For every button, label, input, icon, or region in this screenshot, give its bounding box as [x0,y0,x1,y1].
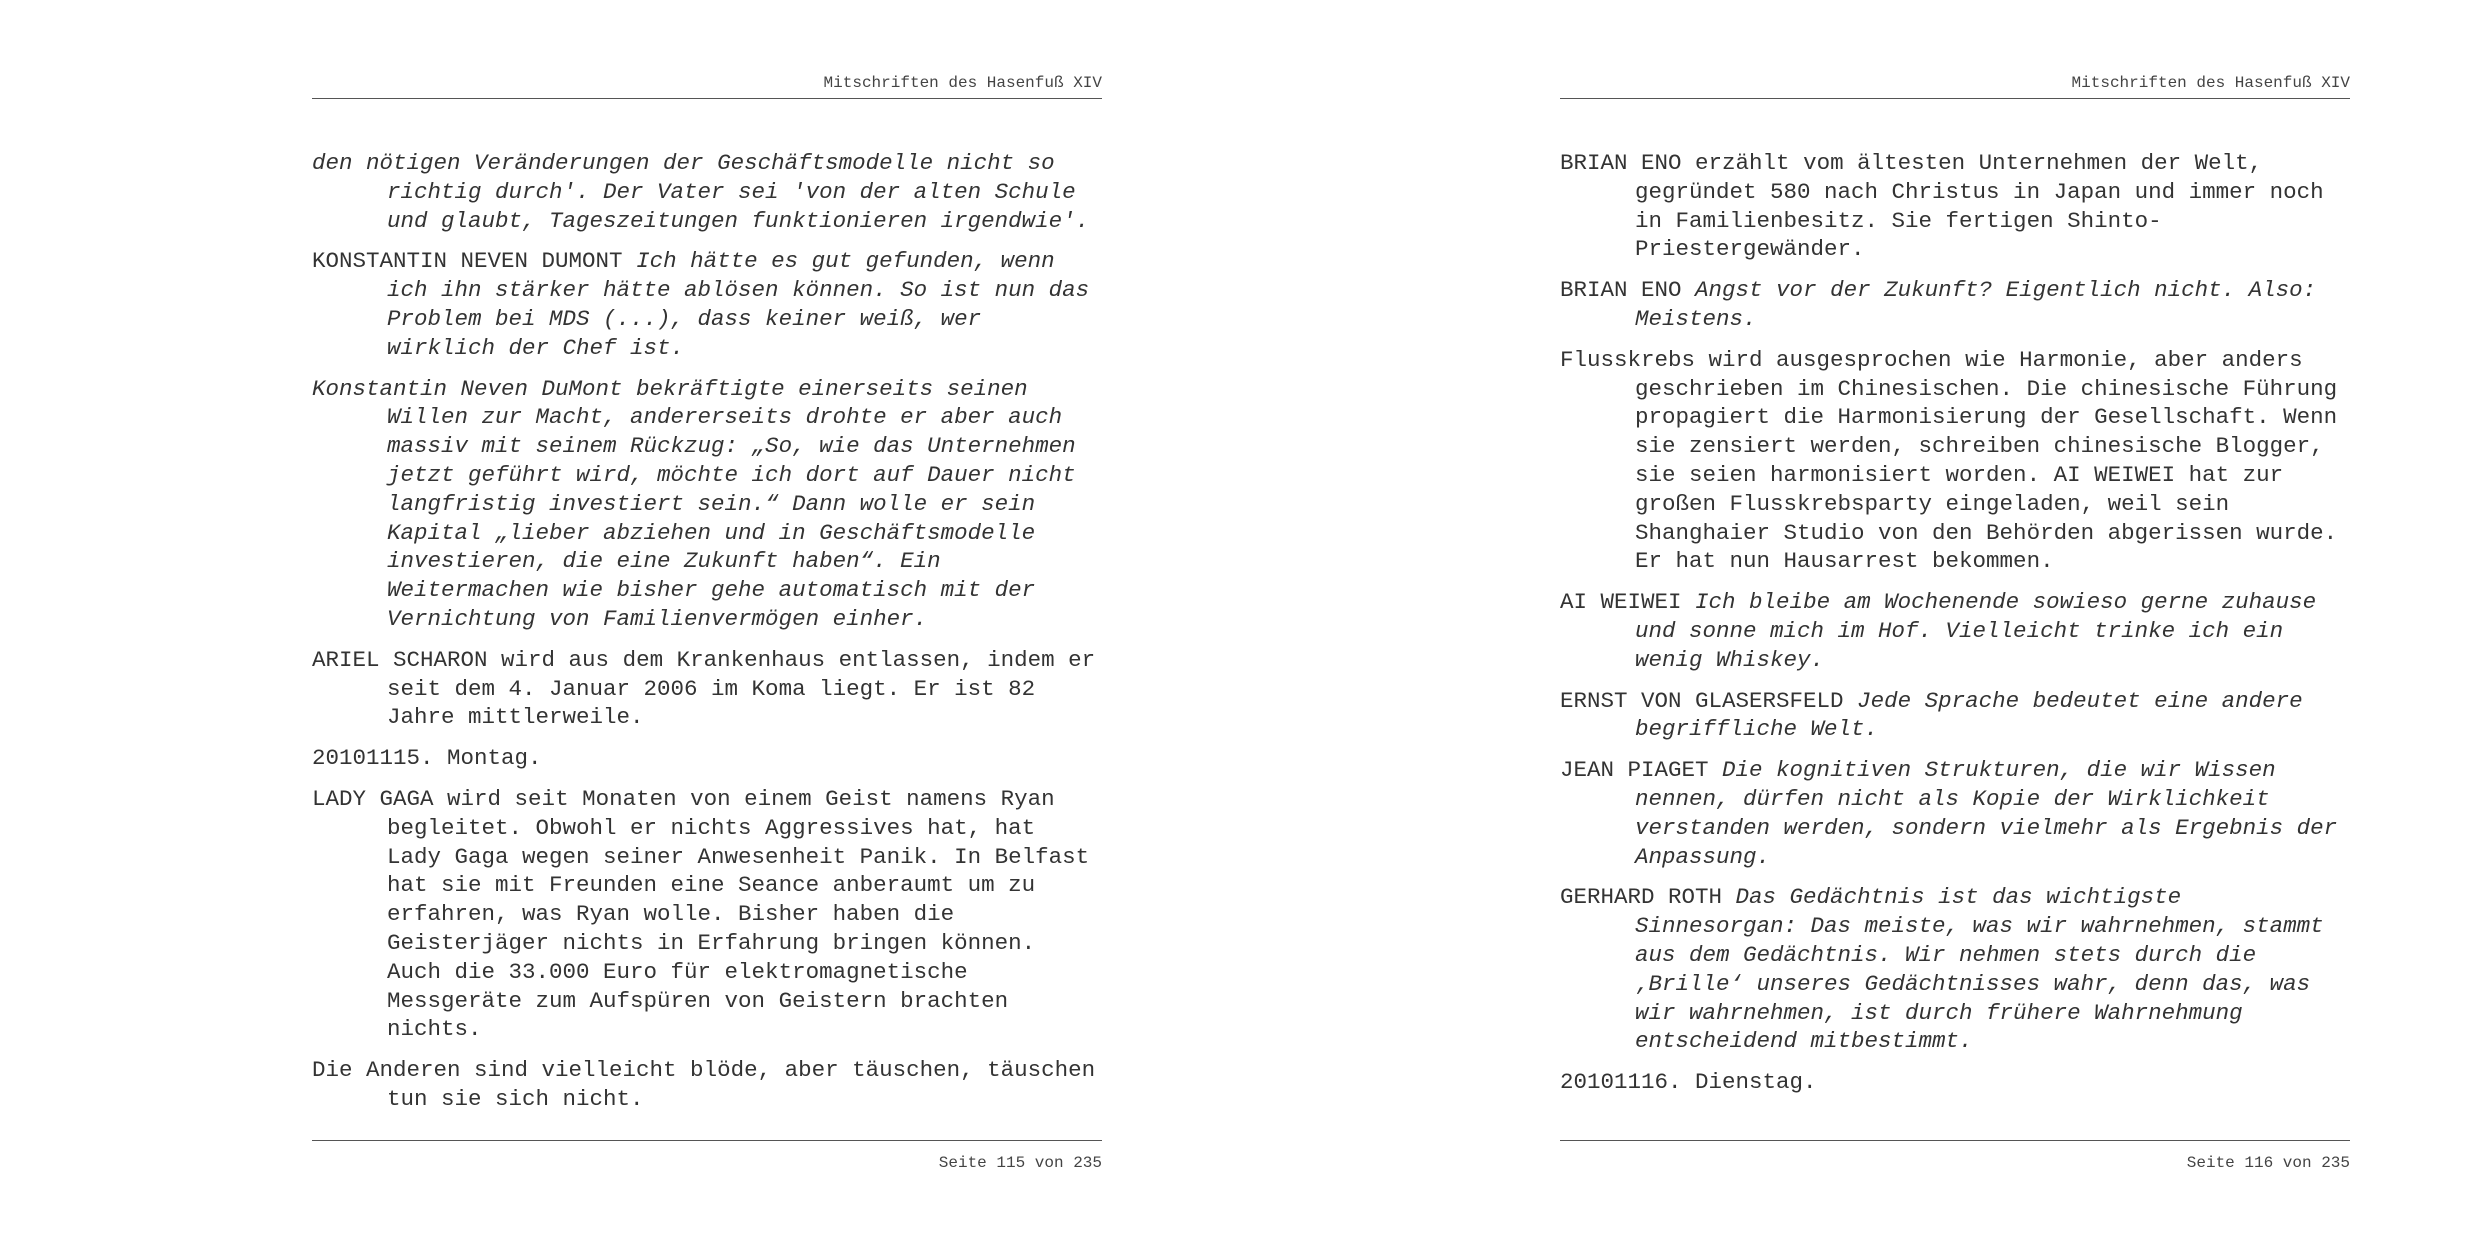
paragraph [1560,276,2350,334]
left-page [312,0,1102,1240]
page-number: Seite 116 von 235 [2186,1154,2350,1172]
paragraph [1560,756,2350,871]
paragraph-quote: Das Gedächtnis ist das wichtigste Sinnesorgan: Das meiste, was wir wahrnehmen, stammt aus dem Gedächtnis. Wir nehmen stets durch die ‚Brille‘ unseres Gedächtnisses wahr, denn das, was wir wahrnehmen, ist durch frühere Wahrnehmung entscheidend mitbestimmt. [1635,884,2324,1055]
paragraph-quote: Die kognitiven Strukturen, die wir Wissen nennen, dürfen nicht als Kopie der Wirklichkeit verstanden werden, sondern vielmehr als Ergebnis der Anpassung. [1635,757,2338,870]
paragraph-quote: Jede Sprache bedeutet eine andere begriffliche Welt. [1635,687,2303,743]
paragraph-text: Flusskrebs wird ausgesprochen wie Harmonie, aber anders geschrieben im Chinesischen. Die chinesische Führung propagiert die Harmonisierung der Gesellschaft. Wenn sie zensiert werden, schreiben chinesische Blogger, sie seien harmonisiert worden. AI WEIWEI hat zur großen Flusskrebsparty eingeladen, weil sein Shanghaier Studio von den Behörden abgerissen wurde. Er hat nun Hausarrest bekommen. [1560,346,2338,575]
paragraph-quote: Ich bleibe am Wochenende sowieso gerne zuhause und sonne mich im Hof. Vielleicht trinke ich ein wenig Whiskey. [1635,589,2317,673]
paragraph [1560,588,2350,674]
footer-rule [1560,1140,2350,1141]
paragraph-text: Die Anderen sind vielleicht blöde, aber täuschen, täuschen tun sie sich nicht. [312,1057,1096,1112]
paragraph [312,1056,1102,1114]
paragraph-speaker: KONSTANTIN NEVEN DUMONT [312,248,623,275]
paragraph-text: 20101116. Dienstag. [1560,1069,1817,1096]
paragraph-speaker: BRIAN ENO [1560,150,1682,176]
paragraph-speaker: ERNST VON GLASERSFELD [1560,687,1844,714]
running-header: Mitschriften des Hasenfuß XIV [823,74,1102,92]
paragraph-quote: Konstantin Neven DuMont bekräftigte einerseits seinen Willen zur Macht, andererseits drohte er aber auch massiv mit seinem Rückzug: „So, wie das Unternehmen jetzt geführt wird, möchte ich dort auf Dauer nicht langfristig investiert sein.“ Dann wolle er sein Kapital „lieber abziehen und in Geschäftsmodelle investieren, die eine Zukunft haben“. Ein Weitermachen wie bisher gehe automatisch mit der Vernichtung von Familienvermögen einher. [312,375,1076,632]
paragraph-speaker: ARIEL SCHARON [312,646,488,673]
paragraph [1560,149,2350,264]
paragraph-text: wird seit Monaten von einem Geist namens Ryan begleitet. Obwohl er nichts Aggressives hat, hat Lady Gaga wegen seiner Anwesenheit Panik. In Belfast hat sie mit Freunden eine Seance anberaumt um zu erfahren, was Ryan wolle. Bisher haben die Geisterjäger nichts in Erfahrung bringen können. Auch die 33.000 Euro für elektromagnetische Messgeräte zum Aufspüren von Geistern brachten nichts. [387,785,1090,1043]
paragraph-quote: den nötigen Veränderungen der Geschäftsmodelle nicht so richtig durch'. Der Vater sei 'von der alten Schule und glaubt, Tageszeitungen funktionieren irgendwie'. [312,150,1090,234]
paragraph [312,646,1102,732]
page-number: Seite 115 von 235 [938,1154,1102,1172]
paragraph [312,149,1102,235]
paragraph [1560,1068,2350,1097]
paragraph-text: erzählt vom ältesten Unternehmen der Welt, gegründet 580 nach Christus in Japan und immer noch in Familienbesitz. Sie fertigen Shinto-Priestergewänder. [1635,150,2324,263]
paragraph [312,744,1102,773]
footer-rule [312,1140,1102,1141]
page-body [312,149,1102,1126]
page-body [1560,149,2350,1109]
running-header: Mitschriften des Hasenfuß XIV [2071,74,2350,92]
paragraph-speaker: JEAN PIAGET [1560,757,1709,784]
header-rule [1560,98,2350,99]
paragraph [312,785,1102,1044]
paragraph-speaker: BRIAN ENO [1560,277,1682,304]
paragraph [312,375,1102,634]
paragraph-quote: Angst vor der Zukunft? Eigentlich nicht. Also: Meistens. [1635,277,2317,332]
paragraph-speaker: LADY GAGA [312,785,434,812]
paragraph-text: 20101115. Montag. [312,745,542,772]
right-page [1560,0,2350,1240]
paragraph-quote: Ich hätte es gut gefunden, wenn ich ihn stärker hätte ablösen können. So ist nun das Problem bei MDS (...), dass keiner weiß, wer wirklich der Chef ist. [387,248,1090,361]
paragraph [312,247,1102,362]
header-rule [312,98,1102,99]
paragraph [1560,346,2350,576]
paragraph-speaker: GERHARD ROTH [1560,884,1723,911]
paragraph [1560,687,2350,745]
paragraph [1560,883,2350,1056]
paragraph-speaker: AI WEIWEI [1560,589,1682,616]
paragraph-text: wird aus dem Krankenhaus entlassen, indem er seit dem 4. Januar 2006 im Koma liegt. Er ist 82 Jahre mittlerweile. [387,646,1096,731]
